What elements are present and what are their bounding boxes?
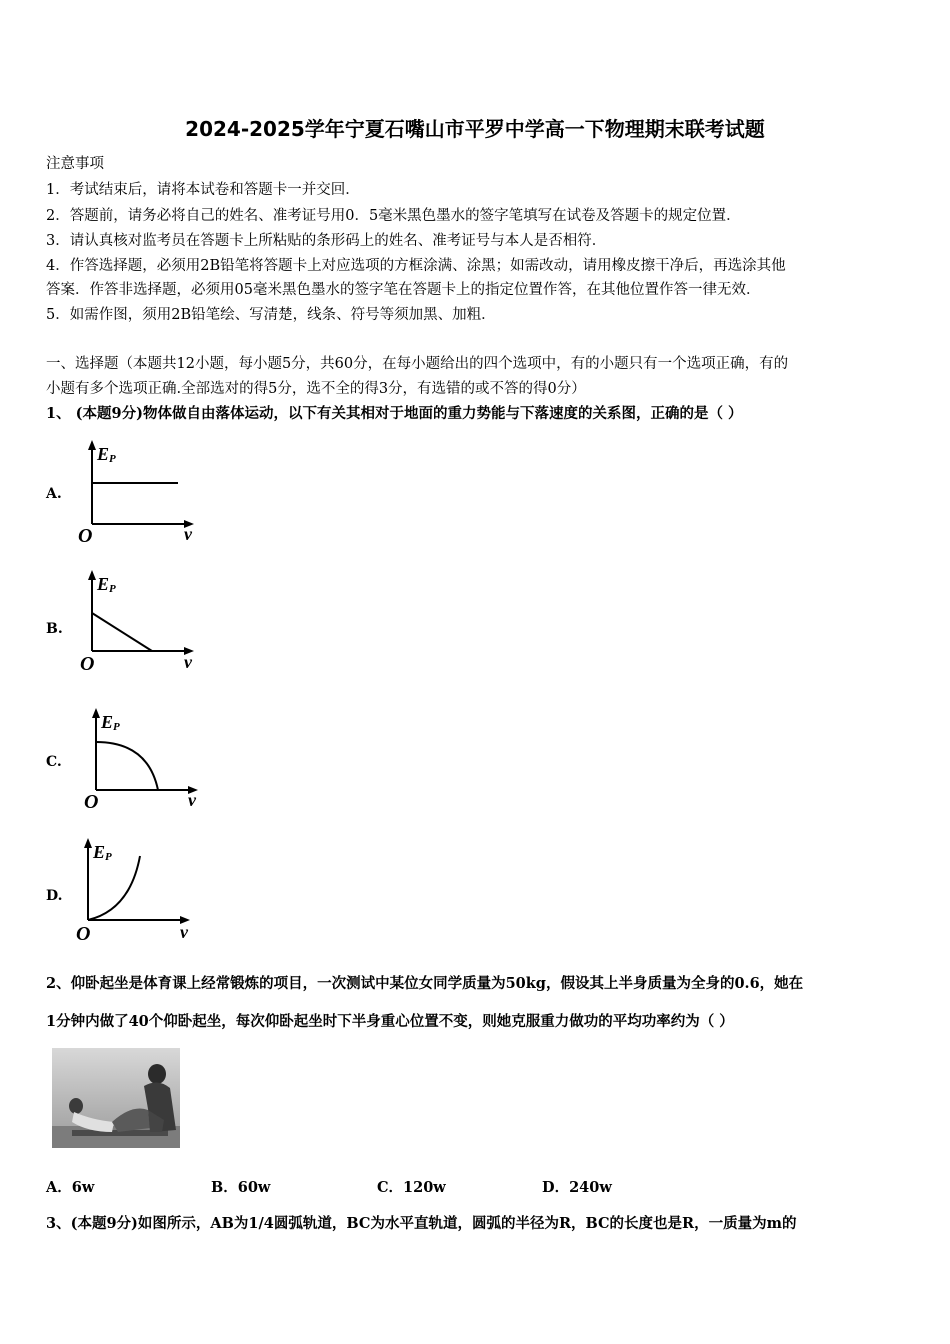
axis-x-label: v xyxy=(180,922,188,942)
notice-item: 4．作答选择题，必须用2B铅笔将答题卡上对应选项的方框涂满、涂黑；如需改动，请用橡皮擦干净后，再选涂其他 xyxy=(46,258,786,274)
graph-d xyxy=(74,834,204,946)
axis-x-label: v xyxy=(188,790,196,810)
section-heading: 一、选择题（本题共12小题，每小题5分，共60分，在每小题给出的四个选项中，有的小题只有一个选项正确，有的 xyxy=(46,356,789,372)
notice-heading: 注意事项 xyxy=(46,156,104,172)
origin-label: O xyxy=(76,923,91,945)
axis-x-label: v xyxy=(184,524,192,544)
notice-item: 答案．作答非选择题，必须用05毫米黑色墨水的签字笔在答题卡上的指定位置作答，在其他位置作答一律无效． xyxy=(46,282,761,298)
answer-d: D．240w xyxy=(542,1179,612,1196)
option-b-label: B. xyxy=(46,621,63,637)
notice-item: 5．如需作图，须用2B铅笔绘、写清楚，线条、符号等须加黑、加粗． xyxy=(46,307,496,323)
axis-y-label: EP xyxy=(97,444,116,465)
option-a-label: A. xyxy=(46,486,62,502)
axis-x-label: v xyxy=(184,652,192,672)
page-title: 2024-2025学年宁夏石嘴山市平罗中学高一下物理期末联考试题 xyxy=(185,117,765,141)
question-2-text: 2、仰卧起坐是体育课上经常锻炼的项目，一次测试中某位女同学质量为50kg，假设其上半身质量为全身的0.6，她在 xyxy=(46,975,804,992)
graph-a xyxy=(74,436,204,548)
answer-b: B．60w xyxy=(211,1179,271,1196)
origin-label: O xyxy=(80,653,95,675)
notice-item: 2．答题前，请务必将自己的姓名、准考证号用0．5毫米黑色墨水的签字笔填写在试卷及答题卡的规定位置． xyxy=(46,208,741,224)
curve-line xyxy=(88,856,140,920)
origin-label: O xyxy=(84,791,99,813)
notice-item: 1．考试结束后，请将本试卷和答题卡一并交回． xyxy=(46,182,360,198)
axis-y-label: EP xyxy=(97,574,116,595)
section-heading-cont: 小题有多个选项正确.全部选对的得5分，选不全的得3分，有选错的或不答的得0分） xyxy=(46,381,586,397)
answer-a: A．6w xyxy=(46,1179,95,1196)
question-1-text: 1、 (本题9分)物体做自由落体运动，以下有关其相对于地面的重力势能与下落速度的关系图，正确的是（ ） xyxy=(46,405,743,422)
curve-line xyxy=(96,742,158,790)
situp-photo xyxy=(52,1048,180,1148)
axis-y-label: EP xyxy=(93,842,112,863)
notice-item: 3．请认真核对监考员在答题卡上所粘贴的条形码上的姓名、准考证号与本人是否相符． xyxy=(46,233,607,249)
option-d-label: D. xyxy=(46,888,63,904)
question-2-text-cont: 1分钟内做了40个仰卧起坐，每次仰卧起坐时下半身重心位置不变，则她克服重力做功的平均功率约为（ ） xyxy=(46,1013,734,1030)
question-3-text: 3、(本题9分)如图所示，AB为1/4圆弧轨道，BC为水平直轨道，圆弧的半径为R，BC的长度也是R，一质量为m的 xyxy=(46,1215,797,1232)
curve-line xyxy=(92,613,152,651)
origin-label: O xyxy=(78,525,93,547)
graph-c xyxy=(78,704,208,816)
answer-c: C．120w xyxy=(377,1179,446,1196)
option-c-label: C. xyxy=(46,754,62,770)
axis-y-label: EP xyxy=(101,712,120,733)
graph-b xyxy=(74,566,204,678)
